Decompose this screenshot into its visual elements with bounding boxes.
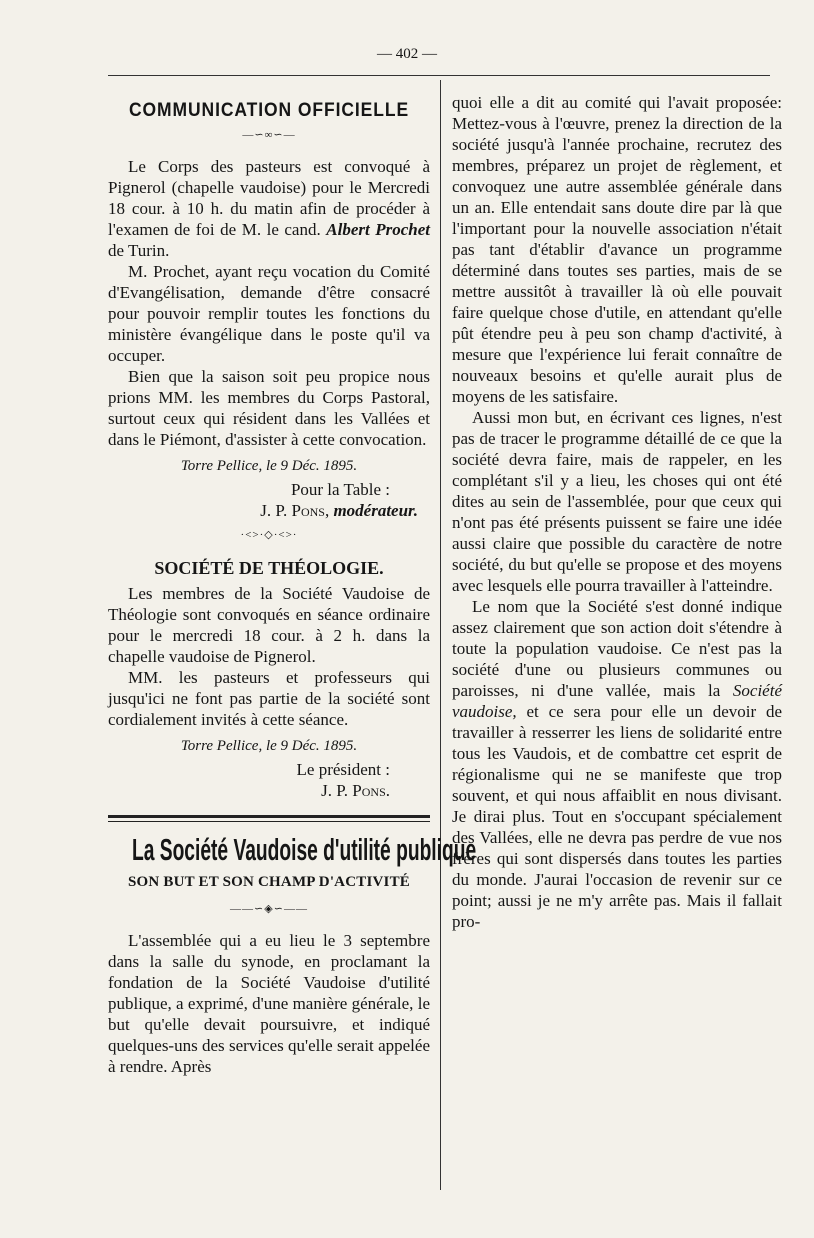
communication-title: COMMUNICATION OFFICIELLE	[128, 100, 410, 121]
society-name-emphasis: Société vaudoise,	[452, 681, 782, 721]
theologie-paragraph-1: Les membres de la Société Vaudoise de Théologie sont convoqués en séance ordinaire pour le mercredi 18 cour. à 2 h. dans la chapelle vaudoise de Pignerol.	[108, 584, 430, 666]
theologie-signature-line-1: Le président :	[296, 760, 390, 779]
section-double-rule	[108, 815, 430, 822]
theologie-dateline: Torre Pellice, le 9 Déc. 1895.	[180, 738, 358, 754]
candidate-name: Albert Prochet	[326, 220, 431, 239]
article-subtitle: SON BUT ET SON CHAMP D'ACTIVITÉ	[128, 874, 410, 890]
article-title: La Société Vaudoise d'utilité publique	[131, 832, 477, 867]
theologie-title: SOCIÉTÉ DE THÉOLOGIE.	[154, 558, 384, 578]
column-divider	[440, 80, 441, 1190]
article-ornament: ——∽◈∽——	[230, 903, 308, 915]
ornament-divider: —∽∞∽—	[242, 129, 296, 141]
ornament-divider-small: ·<>·◇·<>·	[240, 529, 298, 541]
article-paragraph-1: L'assemblée qui a eu lieu le 3 septembre dans la salle du synode, en proclamant la fondation de la Société Vaudoise d'utilité publique, a exprimé, d'une manière générale, le but qu'elle devait poursuivre, et indiqué quelques-uns des services qu'elle serait appelée à rendre. Après	[108, 931, 430, 1076]
article-paragraph-3: Le nom que la Société s'est donné indique assez clairement que son action doit s'étendre à toute la population vaudoise. Ce n'est pas la société d'une ou plusieurs communes ou paroisses, ni d'une vallée, mais la Société vaudoise, et ce sera pour elle un devoir de travailler à resserrer les liens de solidarité entre tous les Vaudois, et de combattre cet esprit de régionalisme qui ne se manifeste que trop souvent, et qui nous affaiblit en nous divisant. Je dirai plus. Tout en s'occupant spécialement des Vallées, elle ne devra pas perdre de vue nos frères qui sont dispersés dans toutes les parties du monde. J'aurai l'occasion de revenir sur ce point; aussi je ne m'y arrête pas. Mais il fallait pro-	[452, 597, 783, 931]
article-paragraph-2: Aussi mon but, en écrivant ces lignes, n'est pas de tracer le programme détaillé de ce que la société devra faire, mais de rappeler, en les complétant s'il y a lieu, les choses qui ont été dites au sein de l'assemblée, pour que ceux qui n'ont pas été présents puissent se faire une idée aussi claire que possible du caractère de notre société, du but qu'elle se propose et des moyens avec lesquels elle pourra travailler à l'atteindre.	[452, 408, 782, 595]
communication-paragraph-2: M. Prochet, ayant reçu vocation du Comité d'Evangélisation, demande d'être consacré pour pouvoir remplir toutes les fonctions du ministère évangélique dans le poste qu'il va occuper.	[108, 262, 430, 365]
right-column	[452, 92, 782, 932]
communication-dateline: Torre Pellice, le 9 Déc. 1895.	[180, 458, 358, 474]
left-column	[108, 92, 477, 1077]
article-paragraph-1-continued: quoi elle a dit au comité qui l'avait proposée: Mettez-vous à l'œuvre, prenez la direction de la société jusqu'à l'année prochaine, recrutez des membres, préparez un projet de règlement, et convoquez une autre assemblée générale dans un an. Elle entendait sans doute dire par là que l'important pour la nouvelle association n'était pas tant d'établir d'avance un programme déterminé dans toutes ses parties, mais de se mettre aussitôt à travailler là où elle pouvait faire quelque chose d'utile, en attendant qu'elle pût étendre peu à peu son champ d'activité, à mesure que l'expérience lui ferait connaître de nouveaux besoins et qu'elle aurait plus de moyens de les satisfaire.	[452, 93, 782, 406]
communication-paragraph-3: Bien que la saison soit peu propice nous prions MM. les membres du Corps Pastoral, surtout ceux qui résident dans les Vallées et dans le Piémont, d'assister à cette convocation.	[108, 367, 430, 449]
communication-signature-line-1: Pour la Table :	[290, 480, 390, 499]
communication-paragraph-1: Le Corps des pasteurs est convoqué à Pignerol (chapelle vaudoise) pour le Mercredi 18 cour. à 10 h. du matin afin de procéder à l'examen de foi de M. le cand. Albert Prochet de Turin.	[108, 157, 431, 260]
theologie-signature-line-2: J. P. Pons.	[321, 781, 390, 800]
header-rule	[108, 75, 770, 76]
communication-signature-line-2: J. P. Pons, modérateur.	[260, 501, 418, 520]
page-number: — 402 —	[377, 46, 437, 62]
theologie-paragraph-2: MM. les pasteurs et professeurs qui jusqu'ici ne font pas partie de la société sont cordialement invités à cette séance.	[108, 668, 430, 729]
